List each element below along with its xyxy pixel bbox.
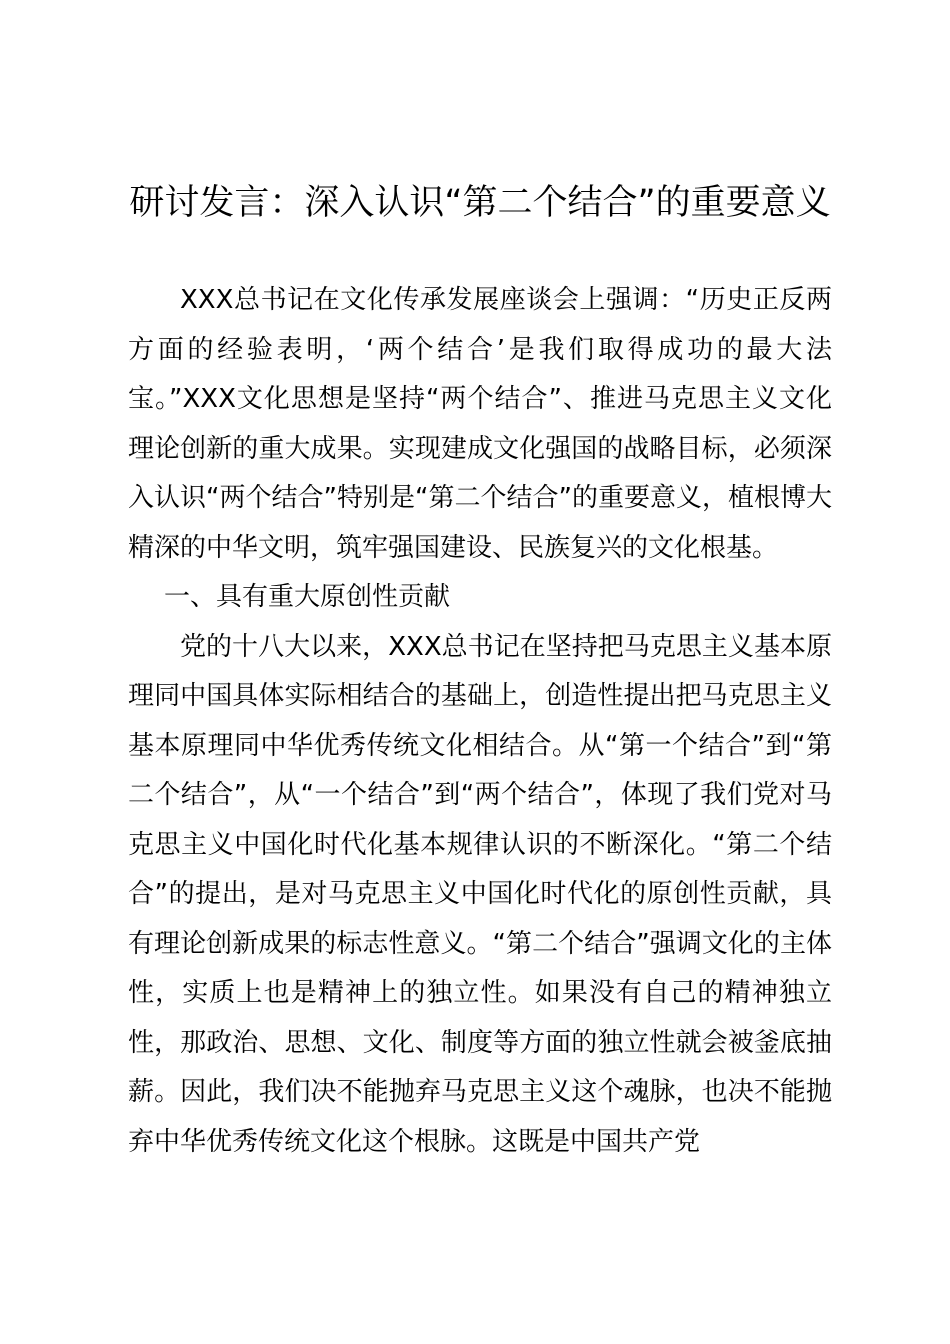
intro-paragraph: XXX总书记在文化传承发展座谈会上强调：“历史正反两方面的经验表明，‘两个结合’是我们取得成功的最大法宝。”XXX文化思想是坚持“两个结合”、推进马克思主义文化理论创新的重大成果。实现建成文化强国的战略目标，必须深入认识“两个结合”特别是“第二个结合”的重要意义，植根博大精深的中华文明，筑牢强国建设、民族复兴的文化根基。 — [128, 285, 832, 563]
section-heading: 一、具有重大原创性贡献 — [164, 582, 451, 612]
document-title: 研讨发言：深入认识“第二个结合”的重要意义 — [129, 183, 831, 223]
document-body — [128, 276, 832, 1167]
section-paragraph: 党的十八大以来，XXX总书记在坚持把马克思主义基本原理同中国具体实际相结合的基础上，创造性提出把马克思主义基本原理同中华优秀传统文化相结合。从“第一个结合”到“第二个结合”，从“一个结合”到“两个结合”，体现了我们党对马克思主义中国化时代化基本规律认识的不断深化。“第二个结合”的提出，是对马克思主义中国化时代化的原创性贡献，具有理论创新成果的标志性意义。“第二个结合”强调文化的主体性，实质上也是精神上的独立性。如果没有自己的精神独立性，那政治、思想、文化、制度等方面的独立性就会被釜底抽薪。因此，我们决不能抛弃马克思主义这个魂脉，也决不能抛弃中华优秀传统文化这个根脉。这既是中国共产党 — [128, 631, 832, 1157]
